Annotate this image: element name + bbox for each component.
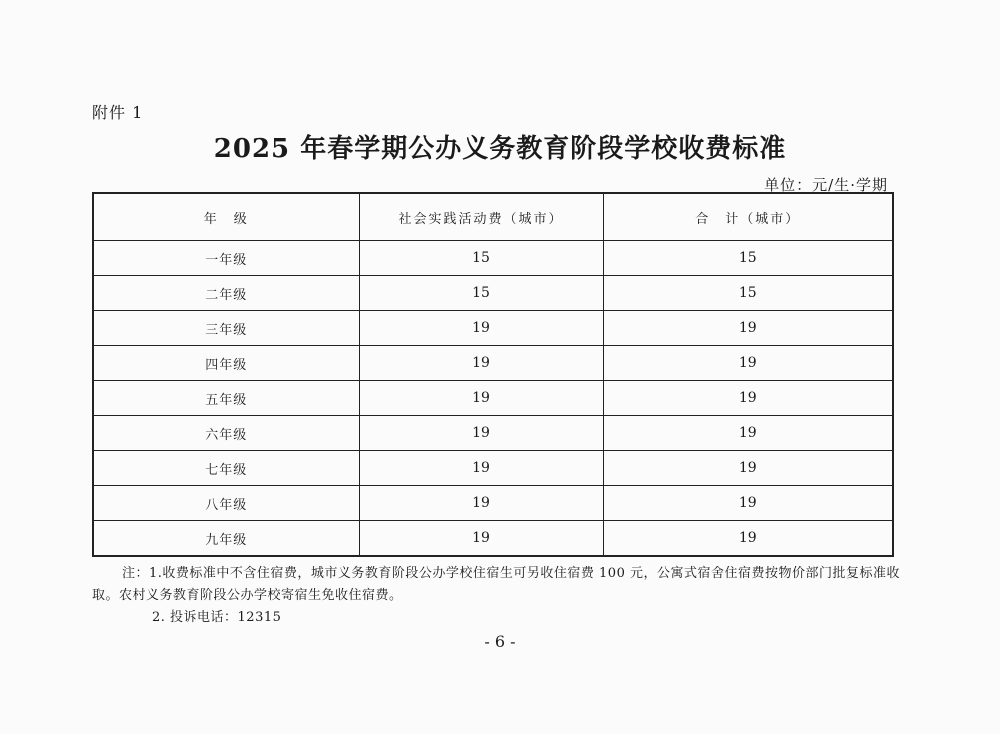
page-title: 2025 年春学期公办义务教育阶段学校收费标准 xyxy=(213,134,787,164)
grade-cell: 四年级 xyxy=(93,346,359,381)
grade-cell: 七年级 xyxy=(93,451,359,486)
fee-cell: 19 xyxy=(359,381,603,416)
note-1: 注：1.收费标准中不含住宿费，城市义务教育阶段公办学校住宿生可另收住宿费 100 元，公寓式宿舍住宿费按物价部门批复标准收取。农村义务教育阶段公办学校寄宿生免收住宿费。 xyxy=(92,566,900,603)
table-row xyxy=(93,381,893,416)
table-row xyxy=(93,521,893,557)
total-cell: 19 xyxy=(603,346,893,381)
total-cell: 15 xyxy=(603,241,893,276)
fee-cell: 19 xyxy=(359,346,603,381)
fee-table xyxy=(92,192,894,557)
table-row xyxy=(93,241,893,276)
total-cell: 15 xyxy=(603,276,893,311)
table-row xyxy=(93,451,893,486)
total-cell: 19 xyxy=(603,521,893,557)
fee-cell: 15 xyxy=(359,241,603,276)
total-cell: 19 xyxy=(603,416,893,451)
total-cell: 19 xyxy=(603,486,893,521)
total-cell: 19 xyxy=(603,311,893,346)
page-number: - 6 - xyxy=(484,632,516,651)
grade-cell: 六年级 xyxy=(93,416,359,451)
fee-cell: 19 xyxy=(359,521,603,557)
grade-cell: 五年级 xyxy=(93,381,359,416)
total-cell: 19 xyxy=(603,381,893,416)
table-row xyxy=(93,486,893,521)
grade-cell: 三年级 xyxy=(93,311,359,346)
grade-cell: 二年级 xyxy=(93,276,359,311)
grade-cell: 九年级 xyxy=(93,521,359,557)
fee-cell: 19 xyxy=(359,486,603,521)
table-row xyxy=(93,276,893,311)
table-header-row xyxy=(93,193,893,241)
attachment-label: 附件 1 xyxy=(92,103,144,122)
fee-cell: 15 xyxy=(359,276,603,311)
table-row xyxy=(93,311,893,346)
note-2: 2. 投诉电话：12315 xyxy=(152,610,282,625)
table-row xyxy=(93,346,893,381)
table-row xyxy=(93,416,893,451)
fee-cell: 19 xyxy=(359,416,603,451)
unit-label: 单位：元/生·学期 xyxy=(764,176,888,194)
grade-cell: 八年级 xyxy=(93,486,359,521)
grade-cell: 一年级 xyxy=(93,241,359,276)
header-total: 合 计（城市） xyxy=(603,193,893,241)
header-practice-fee: 社会实践活动费（城市） xyxy=(359,193,603,241)
total-cell: 19 xyxy=(603,451,893,486)
fee-cell: 19 xyxy=(359,451,603,486)
fee-cell: 19 xyxy=(359,311,603,346)
notes-section xyxy=(92,563,912,629)
header-grade: 年 级 xyxy=(93,193,359,241)
